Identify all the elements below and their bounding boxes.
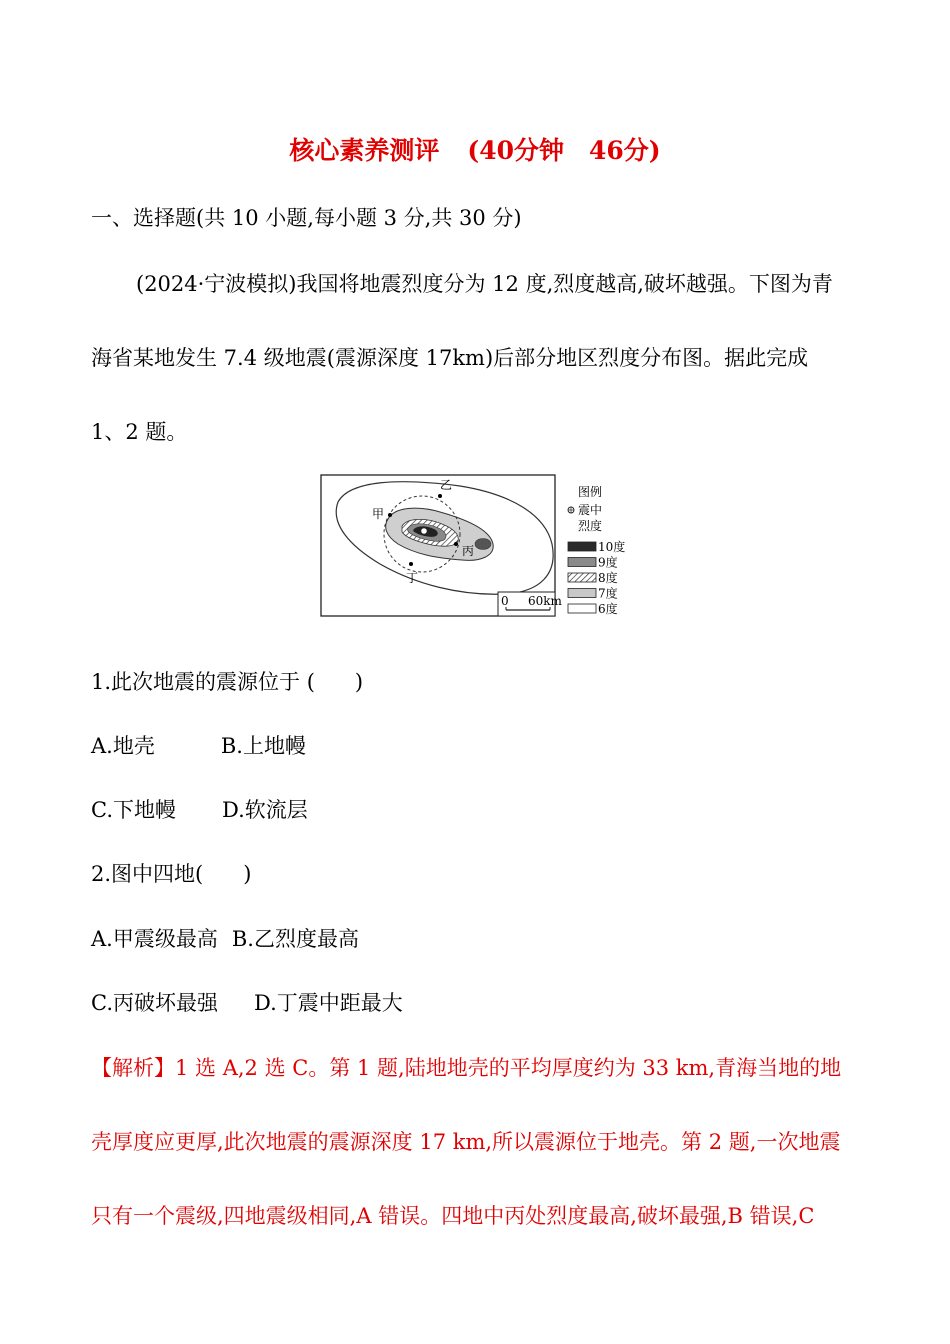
legend-swatch-0 xyxy=(568,542,596,551)
q1-option-c: C.下地幔 xyxy=(91,798,176,822)
title-main: 核心素养测评 xyxy=(289,136,440,165)
question-2-options-row-1 xyxy=(91,925,359,953)
secondary-zone xyxy=(475,539,491,550)
analysis-tag: 【解析】 xyxy=(91,1056,175,1080)
legend-level-label-0: 10度 xyxy=(598,540,626,554)
intro-line-2: 海省某地发生 7.4 级地震(震源深度 17km)后部分地区烈度分布图。据此完成 xyxy=(91,346,809,370)
question-2-stem xyxy=(91,860,251,888)
point-jia xyxy=(388,513,392,517)
q1-option-d: D.软流层 xyxy=(222,798,308,822)
question-1-stem xyxy=(91,668,363,696)
analysis-line-3: 只有一个震级,四地震级相同,A 错误。四地中丙处烈度最高,破坏最强,B 错误,C xyxy=(91,1204,815,1228)
question-1-options-row-2 xyxy=(91,796,308,824)
analysis-line-1 xyxy=(91,1054,841,1082)
q1-option-a: A.地壳 xyxy=(91,734,155,758)
analysis-line-2: 壳厚度应更厚,此次地震的震源深度 17 km,所以震源位于地壳。第 2 题,一次地震 xyxy=(91,1130,841,1154)
q1-option-b: B.上地幔 xyxy=(220,734,306,758)
label-jia: 甲 xyxy=(372,507,385,521)
legend-level-label-4: 6度 xyxy=(598,602,618,616)
epicenter-icon xyxy=(422,529,427,534)
title-time: (40分钟 46分) xyxy=(467,136,661,165)
scale-end: 60km xyxy=(528,594,562,608)
section-heading: 一、选择题(共 10 小题,每小题 3 分,共 30 分) xyxy=(91,206,522,230)
legend-levels xyxy=(568,539,625,616)
question-1-text: 1.此次地震的震源位于 ( xyxy=(91,670,315,694)
point-bing xyxy=(454,542,458,546)
analysis-text-1: 1 选 A,2 选 C。第 1 题,陆地地壳的平均厚度约为 33 km,青海当地的地 xyxy=(175,1056,842,1080)
q2-option-d: D.丁震中距最大 xyxy=(254,991,403,1015)
legend-level-label-1: 9度 xyxy=(598,555,618,570)
intro-line-1: (2024·宁波模拟)我国将地震烈度分为 12 度,烈度越高,破坏越强。下图为青 xyxy=(136,272,833,296)
q2-option-c: C.丙破坏最强 xyxy=(91,991,218,1015)
page-title xyxy=(0,136,950,166)
question-1-close: ) xyxy=(354,670,364,694)
legend-intensity-label: 烈度 xyxy=(578,519,603,533)
legend-title: 图例 xyxy=(578,485,603,499)
question-2-options-row-2 xyxy=(91,989,403,1017)
legend-swatch-2 xyxy=(568,573,596,582)
legend-epicenter-label: 震中 xyxy=(578,503,603,517)
legend-swatch-4 xyxy=(568,604,596,613)
intensity-map xyxy=(320,474,640,620)
legend-level-label-3: 7度 xyxy=(598,586,618,601)
legend-swatch-3 xyxy=(568,589,596,598)
legend-level-label-2: 8度 xyxy=(598,571,618,585)
label-yi: 乙 xyxy=(440,478,453,492)
q2-option-b: B.乙烈度最高 xyxy=(231,927,359,951)
question-1-options-row-1 xyxy=(91,732,306,760)
question-2-text: 2.图中四地( xyxy=(91,862,204,886)
legend-swatch-1 xyxy=(568,558,596,567)
point-yi xyxy=(438,494,442,498)
scale-start: 0 xyxy=(501,594,509,608)
q2-option-a: A.甲震级最高 xyxy=(91,927,218,951)
question-2-close: ) xyxy=(243,862,252,886)
label-bing: 丙 xyxy=(462,544,475,558)
intro-line-3: 1、2 题。 xyxy=(91,420,188,444)
intensity-map-figure xyxy=(320,474,640,620)
label-ding: 丁 xyxy=(406,571,419,585)
point-ding xyxy=(409,562,413,566)
